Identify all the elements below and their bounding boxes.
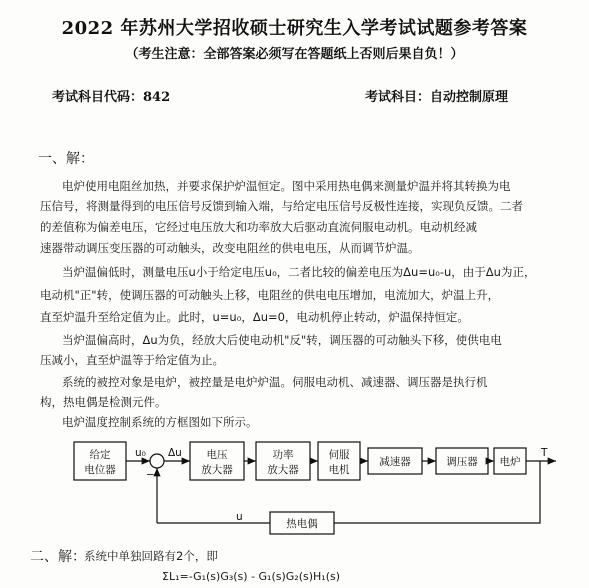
power-amp-label: 功率 [272,449,294,461]
block-diagram [0,428,589,538]
setter-label: 给定 [89,449,111,461]
answer-line: 当炉温偏高时，Δu为负，经放大后使电动机"反"转，调压器的可动触头下移，使供电电 [62,333,502,347]
summing-junction [150,454,164,468]
answer-line: 速器带动调压变压器的可动触头，改变电阻丝的供电电压，从而调节炉温。 [40,241,420,255]
answer-line: 压信号，将测量得到的电压信号反馈到输入端，与给定电压信号反极性连接，实现负反馈。二者 [40,199,523,213]
answer-line: 构，热电偶是检测元件。 [40,395,167,409]
answer-line: 压减小，直至炉温等于给定值为止。 [40,353,224,367]
subject-code: 考试科目代码：842 [52,90,171,105]
delta-u-label: Δu [168,447,182,459]
power-amp-label: 放大器 [267,464,299,476]
setter-label: 电位器 [84,464,116,476]
section-1-label: 一、解： [38,151,94,167]
answer-line: 直至炉温升至给定值为止。此时，u=u₀，Δu=0，电动机停止转动，炉温保持恒定。 [40,310,469,324]
exam-title: 2022 年苏州大学招收硕士研究生入学考试试题参考答案 [61,18,528,39]
answer-line: 系统的被控对象是电炉，被控量是电炉炉温。伺服电动机、减速器、调压器是执行机 [62,375,488,389]
servo-label: 伺服 [328,449,350,461]
section-2-text: 系统中单独回路有2个，即 [84,549,218,563]
voltage-amp-label: 放大器 [201,464,233,476]
section-2-label: 二、解： [30,549,86,565]
u-label: u [236,511,243,523]
reducer-label: 减速器 [379,456,411,468]
answer-line: 电动机"正"转，使调压器的可动触头上移，电阻丝的供电电压增加，电流加大，炉温上升， [40,288,500,302]
answer-line: 的差值称为偏差电压，它经过电压放大和功率放大后驱动直流伺服电动机。电动机经减 [40,220,477,234]
subject-name: 考试科目：自动控制原理 [365,90,509,105]
answer-line: 当炉温偏低时，测量电压u小于给定电压u₀，二者比较的偏差电压为Δu=u₀-u，由于Δu为正， [62,265,536,279]
servo-label: 电机 [328,464,350,476]
regulator-label: 调压器 [446,456,478,468]
thermocouple-label: 热电偶 [286,518,318,530]
output-T-label: T [541,447,548,459]
voltage-amp-label: 电压 [206,449,228,461]
loop-formula: ΣL₁=-G₁(s)G₃(s) - G₁(s)G₂(s)H₁(s) [162,570,341,583]
answer-line: 电炉使用电阻丝加热，并要求保护炉温恒定。图中采用热电偶来测量炉温并将其转换为电 [62,179,511,193]
furnace-label: 电炉 [499,456,521,468]
answer-line: 电炉温度控制系统的方框图如下所示。 [62,415,258,429]
minus-sign: − [146,469,155,481]
exam-notice: （考生注意：全部答案必须写在答题纸上否则后果自负！） [125,47,464,62]
u0-label: u₀ [135,447,146,459]
